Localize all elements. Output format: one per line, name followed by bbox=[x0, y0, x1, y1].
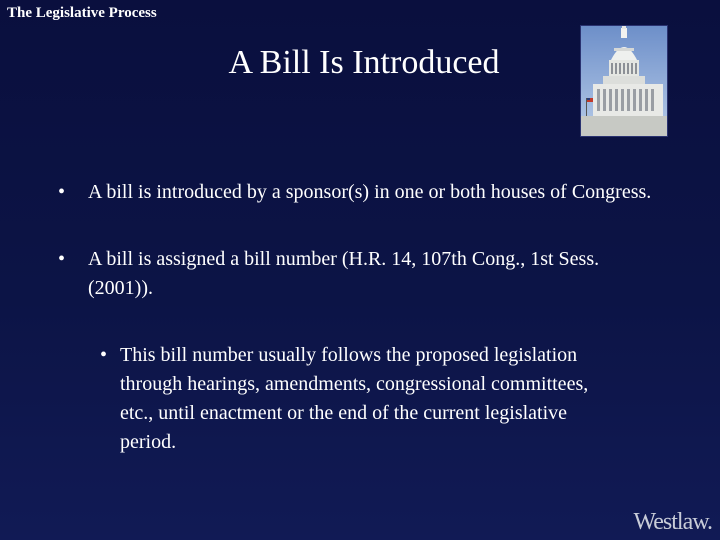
bullet-marker: • bbox=[58, 181, 66, 203]
slide-title: A Bill Is Introduced bbox=[228, 44, 500, 81]
bullet-list bbox=[58, 178, 668, 457]
bullet-text: A bill is introduced by a sponsor(s) in one or both houses of Congress. bbox=[88, 181, 652, 203]
bullet-text: A bill is assigned a bill number (H.R. 14, 107th Cong., 1st Sess. (2001)). bbox=[88, 248, 600, 299]
capitol-image bbox=[580, 25, 668, 137]
sub-bullet-item bbox=[90, 341, 620, 457]
bullet-text: This bill number usually follows the proposed legislation through hearings, amendments, congressional committees, etc., until enactment or the end of the current legislative period. bbox=[120, 344, 589, 453]
bullet-item bbox=[58, 178, 668, 207]
bullet-marker: • bbox=[100, 344, 108, 366]
bullet-marker: • bbox=[58, 248, 66, 270]
westlaw-logo: Westlaw. bbox=[633, 509, 712, 535]
slide-header: The Legislative Process bbox=[7, 5, 157, 21]
bullet-item bbox=[58, 245, 668, 303]
